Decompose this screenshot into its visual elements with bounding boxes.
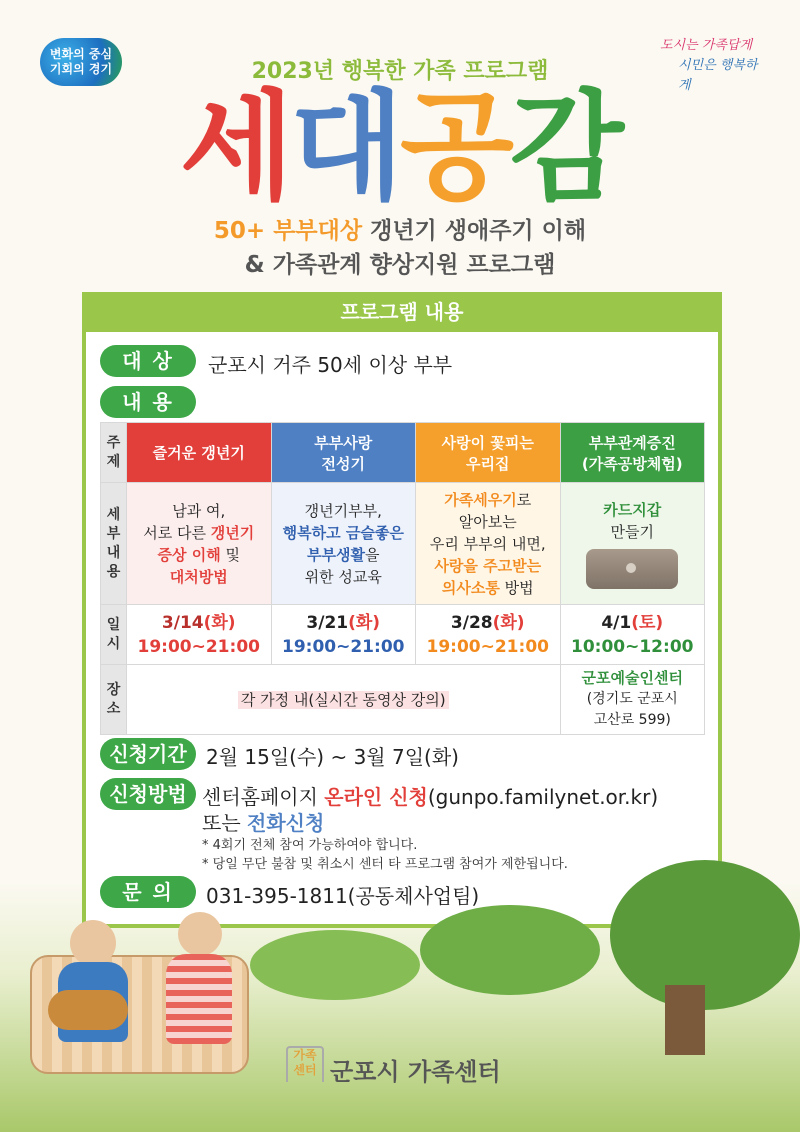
place-text: 각 가정 내(실시간 동영상 강의) — [238, 691, 449, 709]
date-line — [563, 611, 703, 635]
date-line — [129, 611, 269, 635]
place-cell-4 — [560, 665, 705, 735]
time-text: 10:00~12:00 — [571, 636, 694, 657]
row-label-datetime — [101, 605, 127, 665]
logo-line-1: 변화의 중심 — [49, 47, 113, 61]
family-center-logo — [286, 1046, 324, 1082]
bush-middle — [420, 905, 600, 995]
table-row-place — [101, 665, 705, 735]
row-label-detail — [101, 483, 127, 605]
detail-line — [129, 522, 269, 544]
program-table — [100, 422, 705, 735]
contact-label: 문 의 — [100, 876, 196, 908]
theme-cell-3 — [416, 423, 561, 483]
period-value: 2월 15일(수) ~ 3월 7일(화) — [206, 745, 459, 769]
row-label-theme — [101, 423, 127, 483]
detail-text: 방법 — [499, 578, 534, 597]
day-text: (화) — [348, 612, 381, 633]
contact-value: 031-395-1811(공동체사업팀) — [206, 884, 480, 908]
theme-cell-2 — [271, 423, 416, 483]
note-1: * 4회기 전체 참여 가능하여야 합니다. — [202, 838, 418, 853]
tree-right — [610, 860, 800, 1010]
woman-head — [178, 912, 222, 956]
title-char-2: 대 — [290, 78, 400, 216]
detail-line: 위한 성교육 — [304, 567, 382, 586]
detail-highlight: 의사소통 — [441, 578, 500, 597]
detail-line — [274, 544, 414, 566]
date-text: 3/14 — [161, 612, 204, 633]
date-text: 3/28 — [450, 612, 493, 633]
bush-left — [250, 930, 420, 1000]
row-label-text: 장 소 — [106, 681, 121, 717]
date-cell-1 — [127, 605, 272, 665]
date-line — [418, 611, 558, 635]
table-row-detail — [101, 483, 705, 605]
time-text: 19:00~21:00 — [426, 636, 549, 657]
panel-header: 프로그램 내용 — [82, 292, 722, 332]
detail-line: 우리 부부의 내면, — [429, 534, 546, 553]
method-text: 또는 — [202, 811, 247, 835]
method-text: 센터홈페이지 — [202, 785, 325, 809]
tree-trunk — [665, 985, 705, 1055]
main-title — [0, 78, 800, 216]
time-text: 19:00~21:00 — [137, 636, 260, 657]
date-line — [274, 611, 414, 635]
detail-highlight: 갱년기 — [210, 523, 255, 542]
method-label: 신청방법 — [100, 778, 196, 810]
subtitle-highlight: 50+ 부부대상 — [213, 218, 363, 244]
detail-text: 및 — [220, 545, 240, 564]
detail-text: 로 — [516, 490, 532, 509]
detail-highlight: 행복하고 금슬좋은 — [282, 523, 404, 542]
target-value: 군포시 거주 50세 이상 부부 — [208, 353, 453, 377]
detail-highlight: 부부생활 — [307, 545, 365, 564]
date-text: 3/21 — [306, 612, 349, 633]
detail-highlight: 카드지갑 — [603, 500, 662, 519]
detail-cell-1 — [127, 483, 272, 605]
woman-figure — [166, 954, 232, 1044]
detail-highlight: 사랑을 주고받는 — [434, 556, 542, 575]
method-phone: 전화신청 — [247, 811, 325, 835]
period-label: 신청기간 — [100, 738, 196, 770]
day-text: (화) — [203, 612, 236, 633]
method-url: (gunpo.familynet.or.kr) — [427, 785, 659, 809]
title-char-3: 공 — [400, 78, 510, 216]
table-row-theme — [101, 423, 705, 483]
theme-text: 부부사랑 전성기 — [314, 433, 373, 473]
year-title: 2023년 행복한 가족 프로그램 — [251, 59, 549, 84]
date-text: 4/1 — [601, 612, 632, 633]
place-cell-common — [127, 665, 561, 735]
detail-line — [129, 544, 269, 566]
detail-highlight: 증상 이해 — [157, 545, 221, 564]
row-label-place — [101, 665, 127, 735]
row-label-text: 세 부 내 용 — [106, 506, 121, 580]
title-char-4: 감 — [510, 78, 620, 216]
detail-cell-2 — [271, 483, 416, 605]
detail-cell-3 — [416, 483, 561, 605]
detail-line: 알아보는 — [458, 512, 517, 531]
place-name: 군포예술인센터 — [581, 669, 683, 687]
detail-line — [418, 489, 558, 511]
detail-line: 만들기 — [610, 522, 654, 541]
detail-line — [418, 577, 558, 599]
row-label-text: 일 시 — [106, 616, 121, 652]
theme-text: 부부관계증진 (가족공방체험) — [581, 433, 683, 473]
time-text: 19:00~21:00 — [282, 636, 405, 657]
detail-cell-4 — [560, 483, 705, 605]
subtitle-line-2: & 가족관계 향상지원 프로그램 — [244, 252, 556, 278]
date-cell-2 — [271, 605, 416, 665]
detail-line: 갱년기부부, — [304, 501, 382, 520]
card-wallet-photo — [586, 549, 678, 589]
detail-text: 을 — [364, 545, 380, 564]
detail-text: 서로 다른 — [143, 523, 211, 542]
row-label-text: 주 제 — [106, 434, 121, 470]
slogan-line-1: 도시는 가족답게 — [660, 38, 753, 53]
slogan-line-2: 시민은 행복하게 — [678, 58, 758, 93]
subtitle-line-1 — [0, 212, 800, 245]
theme-cell-4 — [560, 423, 705, 483]
theme-text: 즐거운 갱년기 — [152, 444, 245, 462]
center-name: 군포시 가족센터 — [330, 1058, 501, 1086]
date-cell-3 — [416, 605, 561, 665]
detail-line: 남과 여, — [172, 501, 226, 520]
day-text: (화) — [492, 612, 525, 633]
title-char-1: 세 — [180, 78, 290, 216]
subtitle-rest: 갱년기 생애주기 이해 — [362, 218, 587, 244]
theme-cell-1 — [127, 423, 272, 483]
table-row-datetime — [101, 605, 705, 665]
method-line-2 — [202, 807, 324, 836]
day-text: (토) — [631, 612, 664, 633]
detail-highlight: 대처방법 — [169, 567, 228, 586]
place-address: (경기도 군포시 — [586, 691, 678, 707]
logo-line-2: 기회의 경기 — [49, 62, 113, 76]
guitar — [48, 990, 128, 1030]
target-label: 대 상 — [100, 345, 196, 377]
detail-highlight: 가족세우기 — [444, 490, 517, 509]
method-online: 온라인 신청 — [324, 785, 428, 809]
note-2: * 당일 무단 불참 및 취소시 센터 타 프로그램 참여가 제한됩니다. — [202, 857, 568, 872]
date-cell-4 — [560, 605, 705, 665]
theme-text: 사랑이 꽃피는 우리집 — [441, 433, 534, 473]
content-label: 내 용 — [100, 386, 196, 418]
place-address: 고산로 599) — [593, 712, 671, 728]
method-line-1 — [202, 781, 658, 810]
logo-text: 가족센터 — [293, 1048, 317, 1077]
man-head — [70, 920, 116, 966]
